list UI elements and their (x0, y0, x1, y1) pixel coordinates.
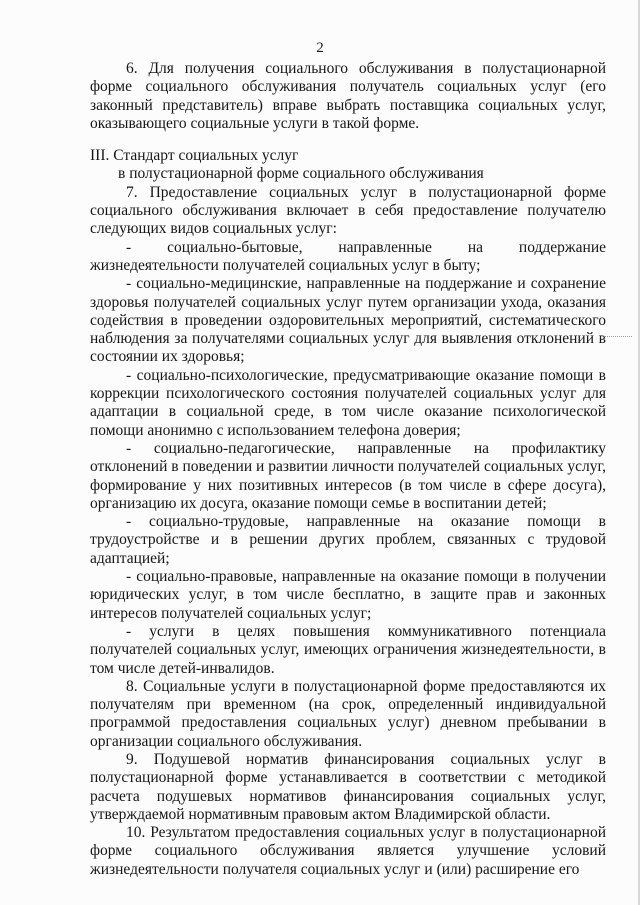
paragraph-6: 6. Для получения социального обслуживания в полустационарной форме социального обслуживания получатель социальных услуг (его законный представитель) вправе выбрать поставщика социальных услуг, оказывающего социальные услуги в такой форме. (90, 60, 606, 132)
scan-mark (604, 336, 632, 339)
list-item-social-household: - социально-бытовые, направленные на поддержание жизнедеятельности получателей социальных услуг в быту; (90, 238, 606, 274)
section-heading-subtitle: в полустационарной форме социального обслуживания (118, 165, 484, 183)
paragraph-7: 7. Предоставление социальных услуг в полустационарной форме социального обслуживания включает в себя предоставление получателю следующих видов социальных услуг: (90, 183, 606, 238)
paragraph-8: 8. Социальные услуги в полустационарной форме предоставляются их получателям при временном (на срок, определенный индивидуальной программой предоставления социальных услуг) дневном пребывании в организации социального обслуживания. (90, 677, 606, 750)
section-heading-title: III. Стандарт социальных услуг (90, 147, 299, 165)
list-item-social-psychological: - социально-психологические, предусматривающие оказание помощи в коррекции психологического состояния получателей социальных услуг для адаптации в социальной среде, в том числе оказание психологической помощи анонимно с использованием телефона доверия; (90, 366, 606, 439)
list-item-communicative: - услуги в целях повышения коммуникативного потенциала получателей социальных услуг, имеющих ограничения жизнедеятельности, в том числе детей-инвалидов. (90, 622, 606, 677)
paragraph-10: 10. Результатом предоставления социальных услуг в полустационарной форме социального обслуживания является улучшение условий жизнедеятельности получателя социальных услуг и (или) расширение его (90, 824, 606, 878)
section-heading (90, 147, 606, 184)
document-body (90, 60, 606, 879)
paragraph-9: 9. Подушевой норматив финансирования социальных услуг в полустационарной форме устанавливается в соответствии с методикой расчета подушевых нормативов финансирования социальных услуг, утверждаемой нормативным правовым актом Владимирской области. (90, 750, 606, 823)
page-number: 2 (316, 40, 324, 56)
list-item-social-labor: - социально-трудовые, направленные на оказание помощи в трудоустройстве и в решении других проблем, связанных с трудовой адаптацией; (90, 513, 606, 567)
list-item-social-legal: - социально-правовые, направленные на оказание помощи в получении юридических услуг, в том числе бесплатно, в защите прав и законных интересов получателей социальных услуг; (90, 568, 606, 622)
list-item-social-pedagogical: - социально-педагогические, направленные на профилактику отклонений в поведении и развитии личности получателей социальных услуг, формирование у них позитивных интересов (в том числе в сфере досуга), организацию их досуга, оказание помощи семье в воспитании детей; (90, 439, 606, 512)
list-item-social-medical: - социально-медицинские, направленные на поддержание и сохранение здоровья получателей социальных услуг путем организации ухода, оказания содействия в проведении оздоровительных мероприятий, систематического наблюдения за получателями социальных услуг для выявления отклонений в состоянии их здоровья; (90, 275, 606, 366)
spacer (90, 133, 606, 147)
